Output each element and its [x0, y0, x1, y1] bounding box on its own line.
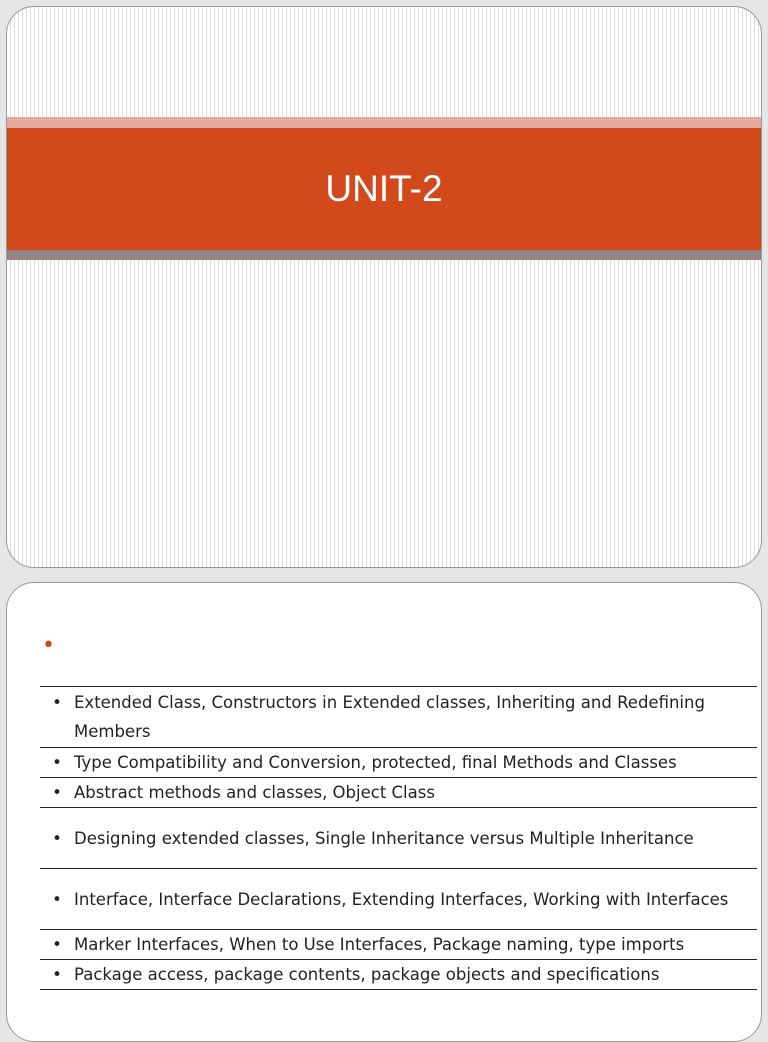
- table-row: [40, 748, 757, 778]
- topic-text: Marker Interfaces, When to Use Interfaces, Package naming, type imports: [74, 930, 757, 960]
- topic-text: Abstract methods and classes, Object Class: [74, 778, 757, 808]
- accent-band-bottom: [7, 250, 761, 260]
- row-bullet: •: [40, 930, 74, 960]
- row-bullet: •: [40, 808, 74, 869]
- table-row: [40, 808, 757, 869]
- topic-text: Interface, Interface Declarations, Extending Interfaces, Working with Interfaces: [74, 869, 757, 930]
- table-row: [40, 687, 757, 748]
- row-bullet: •: [40, 748, 74, 778]
- slide-title: UNIT-2: [325, 168, 443, 209]
- row-bullet: •: [40, 960, 74, 990]
- row-bullet: •: [40, 778, 74, 808]
- content-slide[interactable]: [6, 582, 762, 1042]
- table-row: [40, 778, 757, 808]
- row-bullet: •: [40, 869, 74, 930]
- topic-text: Type Compatibility and Conversion, protected, final Methods and Classes: [74, 748, 757, 778]
- topic-table: [40, 686, 757, 990]
- table-row: [40, 930, 757, 960]
- topic-text: Extended Class, Constructors in Extended classes, Inheriting and Redefining Members: [74, 687, 757, 748]
- topic-text: Designing extended classes, Single Inheritance versus Multiple Inheritance: [74, 808, 757, 869]
- row-bullet: •: [40, 687, 74, 748]
- table-row: [40, 960, 757, 990]
- title-slide[interactable]: [6, 6, 762, 568]
- accent-band-top: [7, 117, 761, 128]
- empty-bullet-marker: •: [42, 633, 55, 658]
- table-row: [40, 869, 757, 930]
- topic-text: Package access, package contents, package objects and specifications: [74, 960, 757, 990]
